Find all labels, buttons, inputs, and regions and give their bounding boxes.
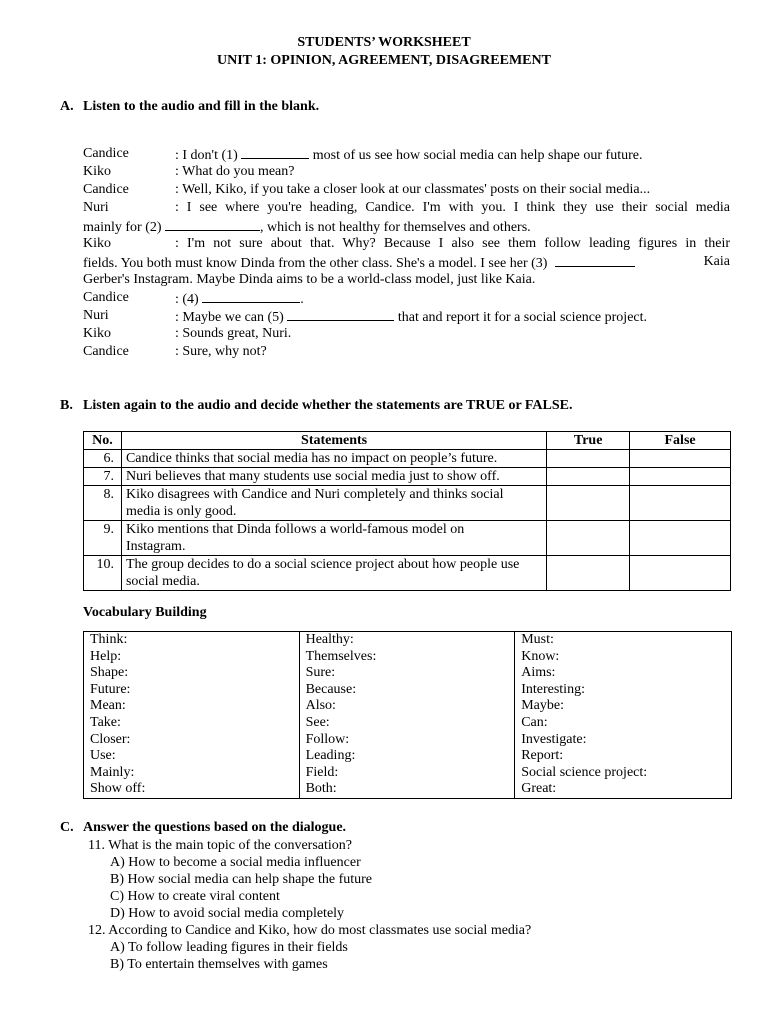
speaker: Candice (83, 182, 129, 197)
vocab-column (84, 632, 300, 799)
vocab-word: Themselves: (305, 648, 377, 664)
section-c-heading (60, 820, 346, 836)
vocab-word: Great: (521, 781, 557, 797)
answer-option[interactable]: B) How social media can help shape the future (110, 872, 373, 887)
vocab-word: Maybe: (521, 698, 564, 714)
vocab-word: Mainly: (90, 764, 135, 780)
statement-cell: Kiko disagrees with Candice and Nuri completely and thinks social media is only good. (121, 486, 546, 521)
vocab-word: Follow: (305, 731, 350, 747)
blank-4[interactable] (202, 289, 300, 303)
line-text: : Maybe we can (5) (175, 310, 288, 325)
false-cell[interactable] (630, 468, 731, 486)
section-c-instruction: Answer the questions based on the dialogue. (83, 820, 347, 835)
line-text: : Sure, why not? (175, 344, 267, 359)
table-row (84, 468, 731, 486)
false-cell[interactable] (630, 556, 731, 591)
speaker: Candice (83, 290, 129, 305)
dialogue-line (83, 343, 730, 361)
vocab-word: Sure: (305, 665, 336, 681)
vocab-word: Leading: (305, 748, 356, 764)
vocab-word: Aims: (521, 665, 556, 681)
false-cell[interactable] (630, 521, 731, 556)
speaker: Candice (83, 146, 129, 161)
statement-cell: Candice thinks that social media has no impact on people’s future. (121, 450, 546, 468)
vocab-word: Show off: (90, 781, 146, 797)
vocab-word: Both: (305, 781, 337, 797)
line-text: : (4) (175, 292, 203, 307)
vocab-word: Know: (521, 648, 560, 664)
vocabulary-table (83, 631, 732, 799)
blank-5[interactable] (287, 307, 394, 321)
unit-title: UNIT 1: OPINION, AGREEMENT, DISAGREEMENT (217, 53, 551, 68)
table-header-row (84, 432, 731, 450)
line-text: that and report it for a social science project. (394, 310, 648, 325)
dialogue-line (83, 181, 730, 199)
line-text: : Sounds great, Nuri. (175, 326, 292, 341)
answer-option[interactable]: B) To entertain themselves with games (110, 957, 328, 972)
speaker: Nuri (83, 200, 109, 215)
dialogue-line (83, 199, 730, 217)
line-text: : I don't (1) (175, 148, 242, 163)
row-number: 6. (84, 450, 122, 468)
column-header: True (547, 432, 630, 450)
answer-option[interactable]: A) To follow leading figures in their fields (110, 940, 348, 955)
section-a-instruction: Listen to the audio and fill in the blank. (83, 99, 320, 114)
dialogue-continuation (83, 217, 730, 235)
vocab-word: Also: (305, 698, 336, 714)
vocabulary-heading: Vocabulary Building (83, 605, 207, 620)
line-text: fields. You both must know Dinda from the other class. She's a model. I see her (3) (83, 256, 548, 271)
dialogue-continuation (83, 253, 730, 271)
table-row (84, 521, 731, 556)
false-cell[interactable] (630, 486, 731, 521)
section-b-heading (60, 398, 573, 414)
line-text: most of us see how social media can help shape our future. (309, 148, 643, 163)
speaker: Kiko (83, 164, 111, 179)
row-number: 8. (84, 486, 122, 521)
row-number: 10. (84, 556, 122, 591)
vocab-column (299, 632, 515, 799)
section-a-letter: A. (60, 99, 74, 114)
false-cell[interactable] (630, 450, 731, 468)
question: 12. According to Candice and Kiko, how do most classmates use social media? (88, 923, 532, 938)
vocab-word: Field: (305, 764, 339, 780)
dialogue-line (83, 289, 730, 307)
row-number: 9. (84, 521, 122, 556)
vocab-word: Help: (90, 648, 122, 664)
statement-cell: The group decides to do a social science project about how people use social media. (121, 556, 546, 591)
section-a-heading (60, 99, 319, 115)
vocab-word: Investigate: (521, 731, 587, 747)
vocab-word: Take: (90, 714, 121, 730)
true-false-table (83, 431, 731, 591)
table-row (84, 450, 731, 468)
questions (88, 837, 531, 973)
vocab-word: Future: (90, 681, 131, 697)
dialogue-line (83, 235, 730, 253)
vocab-word: Report: (521, 748, 564, 764)
true-cell[interactable] (547, 521, 630, 556)
true-cell[interactable] (547, 556, 630, 591)
vocab-word: Social science project: (521, 764, 648, 780)
line-text: Kaia (703, 254, 730, 269)
line-text: : Well, Kiko, if you take a closer look at our classmates' posts on their social media... (175, 182, 651, 197)
line-text: . (300, 292, 304, 307)
blank-2[interactable] (165, 217, 260, 231)
dialogue-line (83, 145, 730, 163)
blank-3[interactable] (555, 253, 635, 267)
speaker: Kiko (83, 236, 111, 251)
vocab-word: Use: (90, 748, 116, 764)
section-b-instruction: Listen again to the audio and decide whether the statements are TRUE or FALSE. (83, 398, 573, 413)
dialogue-continuation (83, 271, 730, 289)
line-text: : I see where you're heading, Candice. I'm with you. I think they use their social media (175, 200, 730, 215)
answer-option[interactable]: D) How to avoid social media completely (110, 906, 345, 921)
vocab-word: See: (305, 714, 330, 730)
speaker: Nuri (83, 308, 109, 323)
column-header: Statements (121, 432, 546, 450)
vocab-word: Can: (521, 714, 548, 730)
blank-1[interactable] (241, 145, 309, 159)
speaker: Candice (83, 344, 129, 359)
vocab-word: Shape: (90, 665, 129, 681)
section-b-letter: B. (60, 398, 73, 413)
line-text: : What do you mean? (175, 164, 295, 179)
true-cell[interactable] (547, 486, 630, 521)
vocab-word: Healthy: (305, 632, 354, 647)
answer-option[interactable]: A) How to become a social media influencer (110, 855, 361, 870)
line-text: Gerber's Instagram. Maybe Dinda aims to be a world-class model, just like Kaia. (83, 272, 536, 287)
true-cell[interactable] (547, 450, 630, 468)
dialogue-line (83, 163, 730, 181)
column-header: False (630, 432, 731, 450)
vocab-column (515, 632, 732, 799)
statement-cell: Nuri believes that many students use social media just to show off. (121, 468, 546, 486)
column-header: No. (84, 432, 122, 450)
row-number: 7. (84, 468, 122, 486)
vocab-word: Mean: (90, 698, 126, 714)
line-text: , which is not healthy for themselves and others. (260, 220, 531, 235)
true-cell[interactable] (547, 468, 630, 486)
statement-cell: Kiko mentions that Dinda follows a world-famous model on Instagram. (121, 521, 546, 556)
dialogue (83, 145, 730, 361)
section-c-letter: C. (60, 820, 74, 835)
worksheet-title: STUDENTS’ WORKSHEET (297, 35, 471, 50)
vocab-word: Interesting: (521, 681, 585, 697)
vocab-word: Closer: (90, 731, 131, 747)
table-row (84, 556, 731, 591)
dialogue-line (83, 325, 730, 343)
line-text: : I'm not sure about that. Why? Because I also see them follow leading figures in their (175, 236, 730, 251)
dialogue-line (83, 307, 730, 325)
vocab-word: Because: (305, 681, 357, 697)
line-text: mainly for (2) (83, 220, 166, 235)
table-row (84, 486, 731, 521)
question: 11. What is the main topic of the conversation? (88, 838, 352, 853)
answer-option[interactable]: C) How to create viral content (110, 889, 280, 904)
vocab-word: Must: (521, 632, 554, 647)
speaker: Kiko (83, 326, 111, 341)
vocab-word: Think: (90, 632, 128, 647)
